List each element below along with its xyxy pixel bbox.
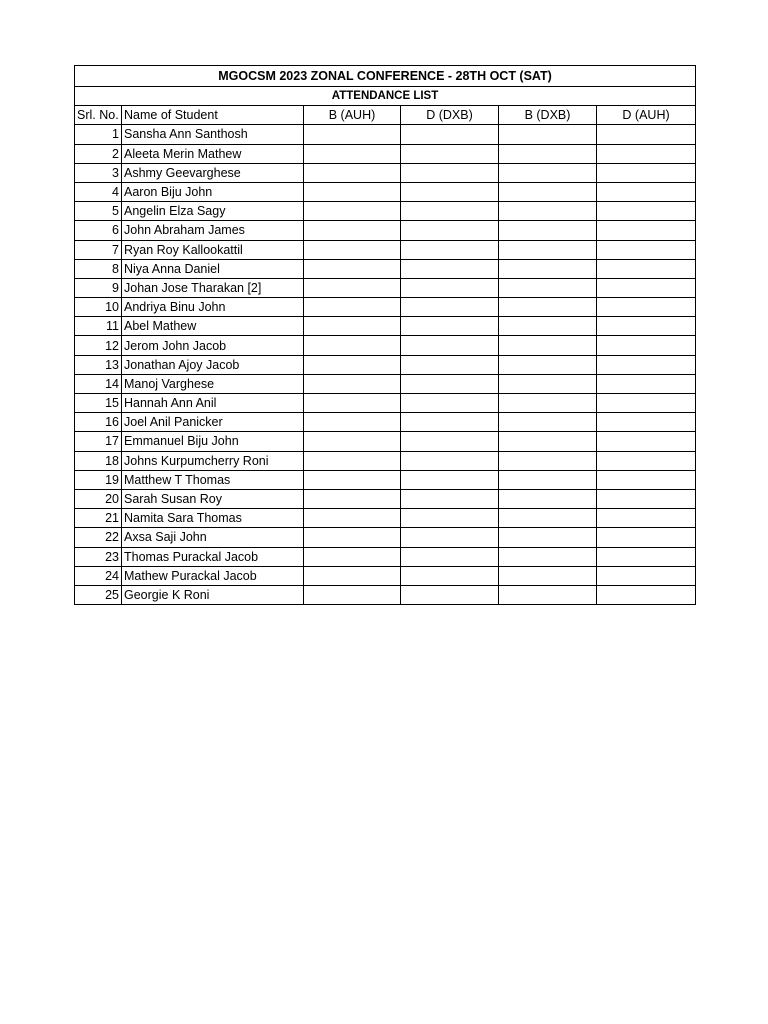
attendance-d-auh-cell <box>597 470 696 489</box>
attendance-d-dxb-cell <box>401 125 499 144</box>
attendance-b-dxb-cell <box>499 489 597 508</box>
serial-number-cell: 17 <box>75 432 122 451</box>
attendance-d-dxb-cell <box>401 451 499 470</box>
student-name-cell: Emmanuel Biju John <box>122 432 304 451</box>
table-row <box>75 355 696 374</box>
attendance-d-auh-cell <box>597 182 696 201</box>
attendance-b-auh-cell <box>304 566 401 585</box>
attendance-b-dxb-cell <box>499 509 597 528</box>
table-row <box>75 451 696 470</box>
student-name-cell: Georgie K Roni <box>122 585 304 604</box>
table-row <box>75 298 696 317</box>
serial-number-cell: 7 <box>75 240 122 259</box>
attendance-b-auh-cell <box>304 528 401 547</box>
student-name-cell: Mathew Purackal Jacob <box>122 566 304 585</box>
attendance-b-auh-cell <box>304 182 401 201</box>
student-name-cell: Angelin Elza Sagy <box>122 202 304 221</box>
student-name-cell: Matthew T Thomas <box>122 470 304 489</box>
student-name-cell: Johns Kurpumcherry Roni <box>122 451 304 470</box>
attendance-d-auh-cell <box>597 566 696 585</box>
attendance-d-dxb-cell <box>401 547 499 566</box>
attendance-b-dxb-cell <box>499 547 597 566</box>
attendance-b-dxb-cell <box>499 394 597 413</box>
student-name-cell: Ryan Roy Kallookattil <box>122 240 304 259</box>
attendance-d-auh-cell <box>597 528 696 547</box>
attendance-b-auh-cell <box>304 221 401 240</box>
attendance-b-auh-cell <box>304 163 401 182</box>
attendance-d-auh-cell <box>597 509 696 528</box>
table-row <box>75 317 696 336</box>
serial-number-cell: 9 <box>75 278 122 297</box>
attendance-d-auh-cell <box>597 432 696 451</box>
serial-number-cell: 23 <box>75 547 122 566</box>
serial-number-cell: 11 <box>75 317 122 336</box>
attendance-d-dxb-cell <box>401 336 499 355</box>
attendance-b-dxb-cell <box>499 336 597 355</box>
table-row <box>75 566 696 585</box>
attendance-b-dxb-cell <box>499 144 597 163</box>
serial-number-cell: 20 <box>75 489 122 508</box>
table-row <box>75 432 696 451</box>
student-name-cell: Hannah Ann Anil <box>122 394 304 413</box>
table-row <box>75 240 696 259</box>
attendance-b-dxb-cell <box>499 182 597 201</box>
attendance-b-dxb-cell <box>499 432 597 451</box>
attendance-b-auh-cell <box>304 298 401 317</box>
attendance-table <box>74 65 696 605</box>
serial-number-cell: 19 <box>75 470 122 489</box>
attendance-b-dxb-cell <box>499 566 597 585</box>
attendance-d-dxb-cell <box>401 470 499 489</box>
attendance-d-dxb-cell <box>401 317 499 336</box>
attendance-d-dxb-cell <box>401 182 499 201</box>
serial-number-cell: 15 <box>75 394 122 413</box>
serial-number-cell: 13 <box>75 355 122 374</box>
column-header-b-dxb: B (DXB) <box>499 106 597 125</box>
student-name-cell: Sansha Ann Santhosh <box>122 125 304 144</box>
table-row <box>75 509 696 528</box>
attendance-b-dxb-cell <box>499 470 597 489</box>
attendance-d-auh-cell <box>597 163 696 182</box>
attendance-d-auh-cell <box>597 489 696 508</box>
table-row <box>75 336 696 355</box>
table-row <box>75 585 696 604</box>
student-name-cell: Jonathan Ajoy Jacob <box>122 355 304 374</box>
attendance-b-auh-cell <box>304 489 401 508</box>
table-body <box>75 125 696 605</box>
attendance-d-dxb-cell <box>401 144 499 163</box>
table-row <box>75 413 696 432</box>
attendance-b-auh-cell <box>304 355 401 374</box>
attendance-b-dxb-cell <box>499 413 597 432</box>
attendance-d-auh-cell <box>597 144 696 163</box>
serial-number-cell: 8 <box>75 259 122 278</box>
serial-number-cell: 6 <box>75 221 122 240</box>
attendance-d-auh-cell <box>597 221 696 240</box>
attendance-d-auh-cell <box>597 202 696 221</box>
table-row <box>75 163 696 182</box>
attendance-b-auh-cell <box>304 278 401 297</box>
attendance-b-dxb-cell <box>499 202 597 221</box>
attendance-d-dxb-cell <box>401 374 499 393</box>
attendance-b-dxb-cell <box>499 163 597 182</box>
column-header-row <box>75 106 696 125</box>
attendance-d-dxb-cell <box>401 221 499 240</box>
serial-number-cell: 12 <box>75 336 122 355</box>
serial-number-cell: 24 <box>75 566 122 585</box>
attendance-d-auh-cell <box>597 547 696 566</box>
attendance-d-dxb-cell <box>401 394 499 413</box>
attendance-d-auh-cell <box>597 374 696 393</box>
document-title: MGOCSM 2023 ZONAL CONFERENCE - 28TH OCT (SAT) <box>75 66 696 87</box>
serial-number-cell: 4 <box>75 182 122 201</box>
table-row <box>75 489 696 508</box>
attendance-b-dxb-cell <box>499 355 597 374</box>
serial-number-cell: 18 <box>75 451 122 470</box>
attendance-b-auh-cell <box>304 317 401 336</box>
attendance-b-dxb-cell <box>499 221 597 240</box>
serial-number-cell: 16 <box>75 413 122 432</box>
serial-number-cell: 3 <box>75 163 122 182</box>
table-row <box>75 374 696 393</box>
student-name-cell: Joel Anil Panicker <box>122 413 304 432</box>
attendance-b-dxb-cell <box>499 528 597 547</box>
attendance-b-dxb-cell <box>499 317 597 336</box>
attendance-b-auh-cell <box>304 547 401 566</box>
attendance-d-auh-cell <box>597 240 696 259</box>
attendance-d-dxb-cell <box>401 566 499 585</box>
attendance-b-auh-cell <box>304 144 401 163</box>
serial-number-cell: 2 <box>75 144 122 163</box>
attendance-b-auh-cell <box>304 125 401 144</box>
student-name-cell: Andriya Binu John <box>122 298 304 317</box>
attendance-b-dxb-cell <box>499 240 597 259</box>
attendance-d-dxb-cell <box>401 278 499 297</box>
attendance-b-auh-cell <box>304 432 401 451</box>
attendance-b-auh-cell <box>304 374 401 393</box>
student-name-cell: Niya Anna Daniel <box>122 259 304 278</box>
student-name-cell: John Abraham James <box>122 221 304 240</box>
attendance-d-dxb-cell <box>401 489 499 508</box>
column-header-srl-no: Srl. No. <box>75 106 122 125</box>
student-name-cell: Johan Jose Tharakan [2] <box>122 278 304 297</box>
attendance-b-auh-cell <box>304 509 401 528</box>
attendance-d-dxb-cell <box>401 585 499 604</box>
attendance-b-auh-cell <box>304 394 401 413</box>
column-header-d-dxb: D (DXB) <box>401 106 499 125</box>
table-row <box>75 182 696 201</box>
attendance-d-auh-cell <box>597 336 696 355</box>
attendance-d-auh-cell <box>597 298 696 317</box>
attendance-d-auh-cell <box>597 451 696 470</box>
student-name-cell: Jerom John Jacob <box>122 336 304 355</box>
table-row <box>75 528 696 547</box>
serial-number-cell: 10 <box>75 298 122 317</box>
attendance-b-auh-cell <box>304 202 401 221</box>
title-row <box>75 66 696 87</box>
column-header-d-auh: D (AUH) <box>597 106 696 125</box>
attendance-b-auh-cell <box>304 451 401 470</box>
table-row <box>75 278 696 297</box>
attendance-b-dxb-cell <box>499 125 597 144</box>
attendance-b-auh-cell <box>304 240 401 259</box>
attendance-d-auh-cell <box>597 259 696 278</box>
table-row <box>75 221 696 240</box>
table-row <box>75 144 696 163</box>
student-name-cell: Namita Sara Thomas <box>122 509 304 528</box>
serial-number-cell: 25 <box>75 585 122 604</box>
student-name-cell: Aleeta Merin Mathew <box>122 144 304 163</box>
attendance-b-dxb-cell <box>499 298 597 317</box>
serial-number-cell: 21 <box>75 509 122 528</box>
attendance-b-dxb-cell <box>499 259 597 278</box>
student-name-cell: Ashmy Geevarghese <box>122 163 304 182</box>
table-row <box>75 470 696 489</box>
attendance-b-auh-cell <box>304 585 401 604</box>
attendance-b-dxb-cell <box>499 451 597 470</box>
column-header-b-auh: B (AUH) <box>304 106 401 125</box>
attendance-b-auh-cell <box>304 259 401 278</box>
attendance-d-dxb-cell <box>401 432 499 451</box>
attendance-d-auh-cell <box>597 278 696 297</box>
attendance-b-auh-cell <box>304 413 401 432</box>
attendance-d-dxb-cell <box>401 298 499 317</box>
student-name-cell: Sarah Susan Roy <box>122 489 304 508</box>
column-header-name: Name of Student <box>122 106 304 125</box>
table-row <box>75 259 696 278</box>
attendance-d-dxb-cell <box>401 240 499 259</box>
attendance-d-auh-cell <box>597 394 696 413</box>
student-name-cell: Abel Mathew <box>122 317 304 336</box>
table-row <box>75 202 696 221</box>
attendance-d-auh-cell <box>597 355 696 374</box>
student-name-cell: Thomas Purackal Jacob <box>122 547 304 566</box>
attendance-d-dxb-cell <box>401 413 499 432</box>
attendance-d-dxb-cell <box>401 528 499 547</box>
attendance-d-auh-cell <box>597 125 696 144</box>
table-row <box>75 547 696 566</box>
attendance-d-dxb-cell <box>401 259 499 278</box>
serial-number-cell: 1 <box>75 125 122 144</box>
student-name-cell: Aaron Biju John <box>122 182 304 201</box>
attendance-d-dxb-cell <box>401 202 499 221</box>
serial-number-cell: 22 <box>75 528 122 547</box>
student-name-cell: Axsa Saji John <box>122 528 304 547</box>
serial-number-cell: 14 <box>75 374 122 393</box>
attendance-d-auh-cell <box>597 413 696 432</box>
document-subtitle: ATTENDANCE LIST <box>75 87 696 106</box>
attendance-d-dxb-cell <box>401 355 499 374</box>
attendance-b-dxb-cell <box>499 374 597 393</box>
attendance-b-dxb-cell <box>499 585 597 604</box>
attendance-b-auh-cell <box>304 470 401 489</box>
serial-number-cell: 5 <box>75 202 122 221</box>
table-row <box>75 394 696 413</box>
attendance-d-auh-cell <box>597 585 696 604</box>
student-name-cell: Manoj Varghese <box>122 374 304 393</box>
subtitle-row <box>75 87 696 106</box>
attendance-d-auh-cell <box>597 317 696 336</box>
attendance-b-auh-cell <box>304 336 401 355</box>
table-row <box>75 125 696 144</box>
attendance-d-dxb-cell <box>401 163 499 182</box>
attendance-d-dxb-cell <box>401 509 499 528</box>
attendance-b-dxb-cell <box>499 278 597 297</box>
